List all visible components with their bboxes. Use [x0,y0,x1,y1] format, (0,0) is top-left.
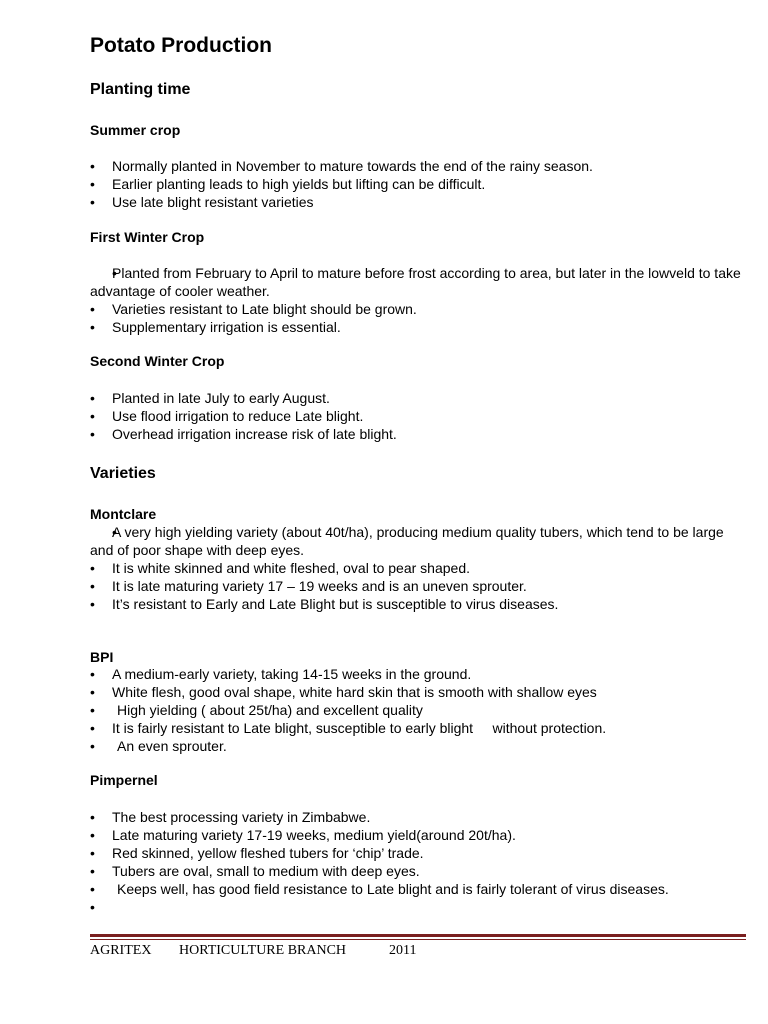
montclare-list [90,523,746,613]
list-item: • Overhead irrigation increase risk of late blight. [90,425,746,443]
list-item: • Use late blight resistant varieties [90,193,746,211]
list-item: • Late maturing variety 17-19 weeks, medium yield(around 20t/ha). [90,826,746,844]
second-winter-crop-list [90,389,746,443]
list-item: • Planted in late July to early August. [90,389,746,407]
subheading-summer-crop: Summer crop [90,122,181,138]
footer-rule-thin [90,939,746,940]
list-item: • High yielding ( about 25t/ha) and excellent quality [90,701,746,719]
list-item-empty [90,898,746,916]
list-item: • A very high yielding variety (about 40t/ha), producing medium quality tubers, which tend to be large and of poor shape with deep eyes. [90,523,746,559]
subheading-first-winter-crop: First Winter Crop [90,229,205,245]
page-title: Potato Production [90,34,272,57]
list-item: • White flesh, good oval shape, white hard skin that is smooth with shallow eyes [90,683,746,701]
summer-crop-list [90,157,746,211]
list-item: • Earlier planting leads to high yields but lifting can be difficult. [90,175,746,193]
list-item: • Tubers are oval, small to medium with deep eyes. [90,862,746,880]
list-item: • Planted from February to April to mature before frost according to area, but later in the lowveld to take advantage of cooler weather. [90,264,746,300]
list-item: • It’s resistant to Early and Late Blight but is susceptible to virus diseases. [90,595,746,613]
list-item: • An even sprouter. [90,737,746,755]
footer-org: AGRITEX [90,943,152,958]
bpi-list [90,665,746,755]
list-item: • Normally planted in November to mature towards the end of the rainy season. [90,157,746,175]
pimpernel-list [90,808,746,916]
section-heading-varieties: Varieties [90,465,156,482]
list-item: • Use flood irrigation to reduce Late blight. [90,407,746,425]
list-item: • The best processing variety in Zimbabwe. [90,808,746,826]
subheading-montclare: Montclare [90,506,157,522]
footer-year: 2011 [389,943,417,958]
list-item: • Red skinned, yellow fleshed tubers for ‘chip’ trade. [90,844,746,862]
list-item: • A medium-early variety, taking 14-15 weeks in the ground. [90,665,746,683]
list-item: • Varieties resistant to Late blight should be grown. [90,300,746,318]
list-item: • Keeps well, has good field resistance to Late blight and is fairly tolerant of virus diseases. [90,880,746,898]
subheading-second-winter-crop: Second Winter Crop [90,353,225,369]
subheading-pimpernel: Pimpernel [90,772,158,788]
footer-rule-thick [90,934,746,937]
list-item: • It is late maturing variety 17 – 19 weeks and is an uneven sprouter. [90,577,746,595]
footer-branch: HORTICULTURE BRANCH [179,943,347,958]
section-heading-planting-time: Planting time [90,81,191,98]
list-item: • Supplementary irrigation is essential. [90,318,746,336]
subheading-bpi: BPI [90,649,114,665]
list-item: • It is white skinned and white fleshed, oval to pear shaped. [90,559,746,577]
list-item: • It is fairly resistant to Late blight, susceptible to early blight without protection. [90,719,746,737]
first-winter-crop-list [90,264,746,336]
